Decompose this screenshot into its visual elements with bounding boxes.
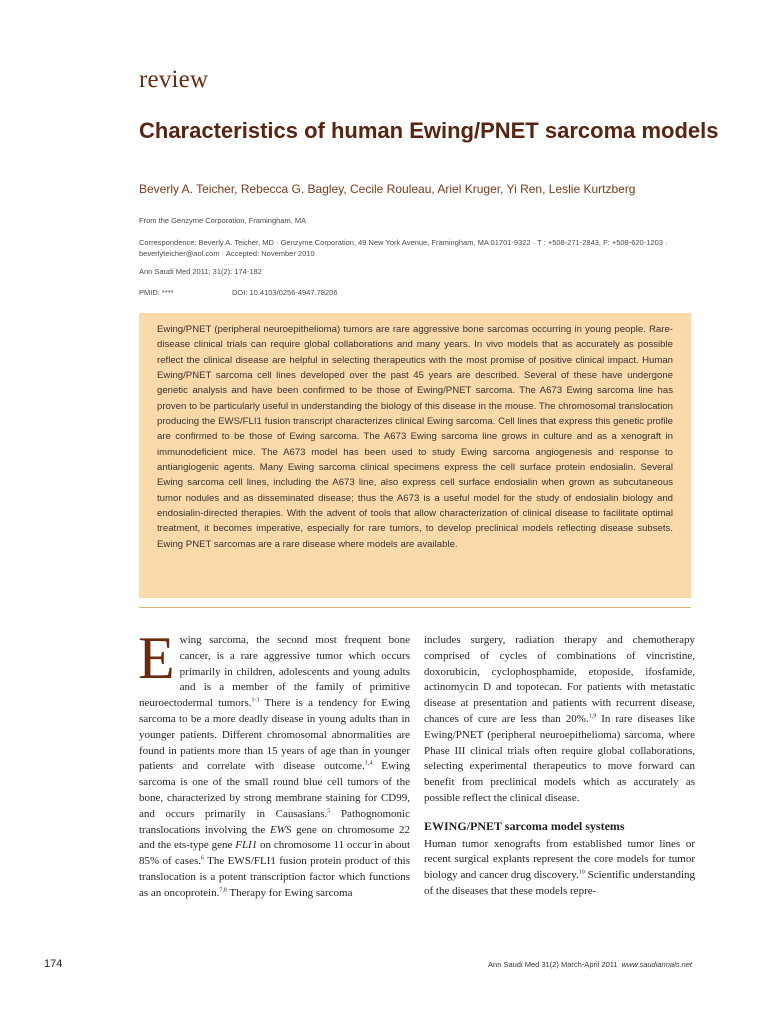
body-column-left (138, 625, 411, 902)
body-text: The EWS/FLI1 fusion protein product of this translocation is a potent transcription factor which functions as an oncoprotein. (139, 855, 410, 899)
body-text: There is a tendency for Ewing sarcoma to be a more deadly disease in young adults than in younger patients. Different chromosomal abnormalities are found in patients more than 15 years of age than in younger patients and correlate with disease outcome. (139, 697, 410, 773)
running-footer (488, 960, 692, 969)
doi: DOI: 10.4103/0256-4947.78206 (232, 288, 338, 297)
reference-mark: 10 (578, 869, 585, 876)
journal-issue: Ann Saudi Med 31(2) March-April 2011 (488, 960, 618, 969)
page-number: 174 (44, 958, 63, 970)
reference-mark: 1,9 (588, 713, 597, 720)
gene-name: FLI1 (235, 839, 258, 852)
body-text: gene on chromosome 22 and the ets-type gene (139, 823, 410, 852)
identifiers (139, 287, 699, 298)
pmid: PMID: **** (139, 288, 174, 297)
drop-cap: E (138, 625, 175, 691)
divider (139, 607, 691, 608)
reference-mark: 5 (327, 808, 331, 815)
body-text: on chromosome 11 occur in about 85% of cases. (139, 839, 411, 868)
body-text: Therapy for Ewing sarcoma (226, 886, 353, 899)
therapy-paragraph (424, 633, 695, 807)
citation: Ann Saudi Med 2011; 31(2): 174-182 (139, 267, 262, 276)
body-text: Human tumor xenografts from established tumor lines or recent surgical explants represent the core models for tumor biology and cancer drug discovery. (424, 837, 695, 882)
body-text: In rare diseases like Ewing/PNET (peripheral neuroepithelioma) sarcoma, where Phase III clinical trials often require global collaborations, selecting experimental therapeutics to move forward can benefit from preclinical models which as accurately as possible reflect the clinical disease. (424, 712, 696, 804)
reference-mark: 6 (201, 855, 204, 862)
journal-url: www.saudiannals.net (621, 960, 692, 969)
body-text: wing sarcoma, the second most frequent bone cancer, is a rare aggressive tumor which occurs primarily in children, adolescents and young adults and is a member of the family of primitive neuroectodermal tumors. (139, 634, 410, 710)
body-text: Ewing sarcoma is one of the small round blue cell tumors of the bone, characterized by strong membrane staining for CD99, and occurs primarily in Causasians. (139, 760, 410, 820)
body-text: Pathognomonic translocations involving the (139, 807, 410, 836)
models-paragraph (424, 837, 695, 900)
correspondence: Correspondence: Beverly A. Teicher, MD · Genzyme Corporation, 49 New York Avenue, Framingham, MA 01701-9322 · T : +508-271-2843, F: +508-620-1203 · beverlyteicher@aol.com · Accepted: November 2010 (139, 238, 668, 258)
body-column-right (424, 633, 695, 900)
body-text: includes surgery, radiation therapy and chemotherapy comprised of cycles of combinations of vincristine, doxorubicin, cyclophosphamide, etoposide, ifosfamide, actinomycin D and topotecan. For patients with metastatic disease at presentation and patients with recurrent disease, chances of cure are less than 20%. (424, 634, 695, 725)
article-title: Characteristics of human Ewing/PNET sarcoma models (139, 118, 719, 143)
abstract-text: Ewing/PNET (peripheral neuroepithelioma) tumors are rare aggressive bone sarcomas occurring in young people. Rare-disease clinical trials can require global collaborations and many years. In vivo models that as accurately as possible reflect the clinical disease are helpful in selecting therapeutics with the most promise of positive clinical impact. Human Ewing/PNET sarcoma cell lines developed over the past 45 years are described. Several of these have undergone genetic analysis and have been confirmed to be those of Ewing/PNET sarcoma. The A673 Ewing sarcoma line has proven to be particularly useful in understanding the biology of this disease in the mouse. The chromosomal translocation producing the EWS/FLI1 fusion transcript characterizes clinical Ewing sarcoma. Cell lines that express this genetic profile are confirmed to be those of Ewing sarcoma. The A673 Ewing sarcoma line grows in culture and as a xenograft in immunodeficient mice. The A673 model has been used to study Ewing sarcoma angiogenesis and response to antiangiogenic agents. Many Ewing sarcoma clinical specimens express the cell surface protein endosialin. Several Ewing sarcoma cell lines, including the A673 line, also express cell surface endosialin when grown as subcutaneous tumor nodules and as disseminated disease; thus the A673 is a useful model for the study of endosialin biology and endosialin-directed therapies. With the advent of tools that allow characterization of clinical disease to facilitate optimal treatment, it becomes imperative, especially for rare tumors, to develop preclinical models reflecting disease subsets. Ewing PNET sarcomas are a rare disease where models are available. (157, 324, 673, 550)
abstract-box (139, 313, 691, 598)
section-heading: EWING/PNET sarcoma model systems (424, 818, 625, 833)
body-text: Scientific understanding of the diseases that these models repre- (424, 869, 695, 897)
reference-mark: 1-3 (251, 697, 260, 704)
gene-name: EWS (269, 823, 292, 836)
reference-mark: 7,8 (219, 887, 227, 894)
section-label: review (139, 66, 209, 93)
author-list: Beverly A. Teicher, Rebecca G. Bagley, Cecile Rouleau, Ariel Kruger, Yi Ren, Leslie Kurtzberg (139, 182, 636, 196)
affiliation: From the Genzyme Corporation, Framingham, MA (139, 216, 307, 225)
reference-mark: 1,4 (364, 760, 373, 767)
intro-paragraph (138, 625, 411, 902)
